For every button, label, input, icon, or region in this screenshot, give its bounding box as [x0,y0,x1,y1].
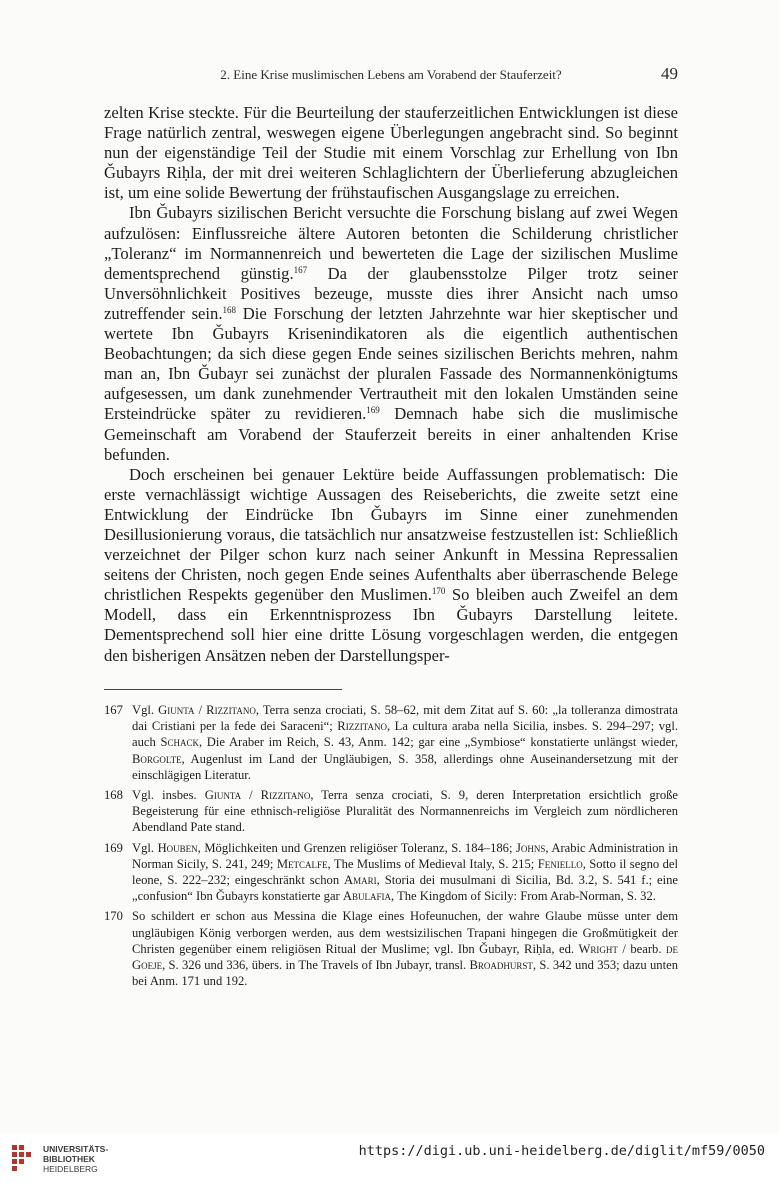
text-run: Demnach habe sich die muslimische Gemeinschaft am Vorabend der Stauferzeit bereits in einer anhaltenden Krise befunden. [104,404,678,464]
text-run: So schildert er schon aus Messina die Klage eines Hofeunuchen, der wahre Glaube müsse unter dem ungläubigen König verborgen werden, aus dem westsizilischen Trapani hingegen die Großmütigkeit der Christen gegenüber einem religiösen Ritual der Muslime; vgl. Ibn Ǧubayr, Riḥla, ed. [132,909,678,956]
viewer-footer [0,1133,779,1189]
text-run: Vgl. [132,840,158,855]
author-name: Metcalfe [276,856,328,871]
footnote [104,840,678,905]
text-run: Doch erscheinen bei genauer Lektüre beide Auffassungen problematisch: Die erste vernachlässigt wichtige Aussagen des Reiseberichts, die zweite setzt eine Entwicklung der Eindrücke Ibn Ǧubayrs im Sinne einer zunehmenden Desillusionierung voraus, die tatsächlich nur ansatzweise festzustellen ist: Schließlich verzeichnet der Pilger schon kurz nach seiner Ankunft in Messina Repressalien seitens der Christen, noch gegen Ende seines Aufenthalts aber überraschende Belege christlichen Respekts gegenüber den Muslimen. [104,464,678,605]
footnote-reference: 167 [293,264,308,275]
author-name: Feniello [537,856,583,871]
text-run: , Arabic Administration in Norman Sicily, S. 241, 249; [132,840,679,871]
text-run: , Möglichkeiten und Grenzen religiöser Toleranz, S. 184–186; [197,840,516,855]
author-name: Houben [157,840,198,855]
footnotes [104,702,678,993]
footnote-number: 169 [104,840,123,855]
text-run: , Augenlust im Land der Ungläubigen, S. 358, allerdings ohne Auseinandersetzung mit der einschlägigen Literatur. [132,751,678,782]
text-run: , S. 342 und 353; dazu unten bei Anm. 171 und 192. [132,958,678,989]
footnote-reference: 169 [366,405,380,416]
author-name: Rizzitano [337,719,387,734]
text-run: , Die Araber im Reich, S. 43, Anm. 142; gar eine „Symbiose“ konstatierte unlängst wieder, [198,735,678,750]
text-run: , S. 326 und 336, übers. in The Travels of Ibn Jubayr, transl. [162,958,470,973]
author-name: Giunta [204,788,242,803]
author-name: Broadhurst [469,958,533,973]
text-run: , Storia dei musulmani di Sicilia, Bd. 3.2, S. 541 f.; eine „confusion“ Ibn Ǧubayrs konstatierte gar [132,873,678,904]
author-name: Johns [515,840,546,855]
body-paragraph [104,103,678,203]
text-run: zelten Krise steckte. Für die Beurteilung der stauferzeitlichen Entwicklungen ist diese Frage natürlich zentral, weswegen eigene Überlegungen angebracht sind. So beginnt nun der eigenständige Teil der Studie mit einem Vorschlag zur Erhellung von Ibn Ǧubayrs Riḥla, der mit drei weiteren Schlaglichtern der Überlieferung abzugleichen ist, um eine solide Bewertung der frühstaufischen Ausgangslage zu erreichen. [104,103,678,203]
author-name: Abulafia [342,889,391,904]
text-run: Ibn Ǧubayrs sizilischen Bericht versuchte die Forschung bislang auf zwei Wegen aufzulösen: Einflussreiche ältere Autoren betonten die Schilderung christlicher „Toleranz“ im Normannenreich und bewerteten die Lage der sizilischen Muslime dementsprechend günstig. [104,203,678,283]
author-name: Schack [160,735,199,750]
text-run: Vgl. insbes. [132,788,205,803]
body-paragraph [104,465,678,666]
footnote-number: 167 [104,703,123,717]
text-run: / bearb. [617,941,666,956]
library-name-line-1: UNIVERSITÄTS- [43,1144,109,1154]
text-run: , The Muslims of Medieval Italy, S. 215; [327,856,538,871]
text-run: / [241,788,261,803]
footnote-number: 168 [104,788,123,803]
permalink-url[interactable]: https://digi.ub.uni-heidelberg.de/diglit/mf59/0050 [358,1143,765,1159]
author-name: Wright [578,941,618,956]
library-name[interactable] [43,1144,108,1174]
footnote-reference: 168 [222,304,236,315]
text-run: Da der glaubensstolze Pilger trotz seiner Unversöhnlichkeit Positives bezeuge, musste dies ihrer Ansicht nach umso zutreffender sein. [104,263,678,323]
running-header [104,64,678,87]
footnote [104,908,678,989]
text-run: So bleiben auch Zweifel an dem Modell, dass ein Erkenntnisprozess Ibn Ǧubayrs Darstellung leitete. Dementsprechend soll hier eine dritte Lösung vorgeschlagen werden, die entgegen den bisherigen Ansätzen neben der Darstellungsper- [104,585,678,665]
footnote-number: 170 [104,909,123,924]
footnote-reference: 170 [431,586,446,597]
author-name: Rizzitano [206,703,256,717]
author-name: Rizzitano [260,788,311,803]
body-text [104,103,678,666]
running-title: 2. Eine Krise muslimischen Lebens am Vorabend der Stauferzeit? [220,67,562,82]
text-run: / [194,703,207,717]
text-run: , Terra senza crociati, S. 58–62, mit dem Zitat auf S. 60: „la tolleranza dimostrata dai Cristiani per la fede dei Saraceni“; [132,703,679,734]
text-run: Die Forschung der letzten Jahrzehnte war hier skeptischer und wertete Ibn Ǧubayrs Krisenindikatoren als die eigentlich authentischen Beobachtungen; da sich diese gegen Ende seines sizilischen Berichts mehren, nahm man an, Ibn Ǧubayr sei zunächst der pluralen Fassade des Normannenkönigtums aufgesessen, um dank zunehmender Vertrautheit mit den lokalen Umständen seine Ersteindrücke später zu revidieren. [104,303,678,424]
text-run: Vgl. [132,703,159,717]
footnote-separator [104,689,342,690]
author-name: Amari [344,873,377,888]
author-name: de Goeje [132,941,678,973]
library-logo-icon[interactable] [10,1141,38,1177]
text-run: , La cultura araba nella Sicilia, insbes. S. 294–297; vgl. auch [132,719,678,750]
page-number: 49 [661,64,678,83]
author-name: Giunta [158,703,195,717]
library-name-line-3: HEIDELBERG [43,1164,98,1174]
author-name: Borgolte [132,751,182,766]
body-paragraph [104,203,678,464]
library-name-line-2: BIBLIOTHEK [43,1154,95,1164]
footnote [104,702,678,783]
text-run: , Sotto il segno del leone, S. 222–232; eingeschränkt schon [132,856,679,888]
footnote [104,787,678,836]
text-run: , The Kingdom of Sicily: From Arab-Norman, S. 32. [391,889,656,904]
text-run: , Terra senza crociati, S. 9, deren Interpretation ersichtlich große Begeisterung für eine ethnisch-religiöse Pluralität des Normannenreichs im Vergleich zum nördlicheren Abendland Pate stand. [132,788,678,835]
